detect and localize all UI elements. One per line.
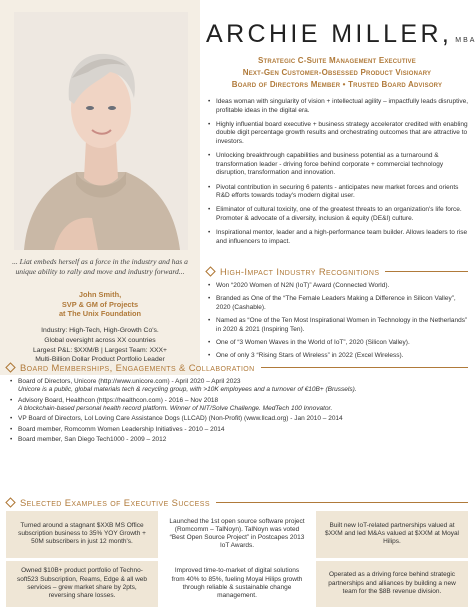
tagline: Next-Gen Customer-Obsessed Product Visionary: [242, 68, 432, 77]
list-item: • Highly influential board executive + business strategy accelerator credited with enabling double digit percentage growth results and orchestrating outcomes that are attractive to investors.: [206, 121, 468, 147]
board-list: [6, 378, 468, 446]
list-item: • Named as “One of the Ten Most Inspirational Women in Technology in the Netherlands” in 2020 & 2021 (Inspiring Ten).: [206, 317, 468, 334]
section-header-board: [6, 362, 468, 373]
list-item: • Inspirational mentor, leader and a high-performance team builder. Allows leaders to rise and influencers to impact.: [206, 229, 468, 246]
name-header: [206, 20, 476, 49]
list-item: • One of “3 Women Waves in the World of IoT”, 2020 (Silicon Valley).: [206, 339, 468, 348]
success-examples-grid: [6, 511, 468, 607]
attribution-name: John Smith,: [78, 290, 122, 299]
list-item: • Unlocking breakthrough capabilities and business potential as a turnaround & transformation leader - driving force behind corporate + commercial technology disruption, transformation and innovation.: [206, 152, 468, 178]
example-cell: Built new IoT-related partnerships valued at $XXM and led M&As valued at $XXM at Moyal Hilips.: [316, 511, 468, 558]
left-sidebar: [0, 0, 200, 375]
info-line: Multi-Billion Dollar Product Portfolio Leader: [35, 356, 165, 364]
info-line: Industry: High-Tech, High-Growth Co's.: [41, 327, 159, 334]
info-line: Largest P&L: $XXM/B | Largest Team: XXX+: [32, 346, 168, 354]
list-item: • Won “2020 Women of N2N (IoT)” Award (Connected World).: [206, 282, 468, 291]
credential: MBA: [455, 37, 476, 44]
board-role: VP Board of Directors, Lol Loving Care Assistance Dogs (LLCAD) (Non-Profit) (www.llcad.org) - Jan 2010 – 2014: [18, 415, 343, 423]
list-item: • One of only 3 “Rising Stars of Wireless” in 2022 (Excel Wireless).: [206, 352, 468, 361]
board-role: Board of Directors, Unicore (http://www.unicore.com) - April 2020 – April 2023: [18, 378, 241, 385]
candidate-name: ARCHIE MILLER,: [206, 20, 453, 48]
list-item: • Branded as One of the “The Female Leaders Making a Difference in Silicon Valley”, 2020 (Cashable).: [206, 295, 468, 312]
portrait-photo: [14, 12, 188, 250]
list-item: [6, 378, 468, 394]
board-description: A blockchain-based personal health record platform. Winner of NIT/Solve Challenge. MedTech 100 Innovator.: [18, 404, 333, 412]
list-item: • Ideas woman with singularity of vision + intellectual agility – impactfully leads disruptive, profitable ideas in the digital era.: [206, 98, 468, 115]
testimonial-quote: ... Liat embeds herself as a force in the industry and has a unique ability to rally and move and industry forward...: [12, 257, 188, 276]
example-cell: Owned $10B+ product portfolio of Techno-soft523 Subscription, Reams, Edge & all web services – grew market share by 2pts, reversing share losses.: [6, 561, 158, 608]
tagline: Board of Directors Member • Trusted Board Advisory: [231, 80, 443, 89]
list-item: [6, 397, 468, 413]
career-highlights: [6, 326, 194, 365]
divider: [216, 502, 468, 503]
attribution-company: at The Unix Foundation: [58, 309, 142, 318]
diamond-icon: [6, 363, 15, 372]
recognitions-list: [206, 282, 468, 365]
board-role: Board member, Romcomm Women Leadership Initiatives - 2010 – 2014: [18, 425, 225, 433]
list-item: • Eliminator of cultural toxicity, one of the greatest threats to an organization's life force. Promoter & advocate of a diversity, inclusion & equity (DE&I) culture.: [206, 206, 468, 223]
section-title: Selected Examples of Executive Success: [20, 497, 210, 508]
section-header-examples: [6, 497, 468, 508]
list-item: [6, 426, 468, 434]
tagline: Strategic C-Suite Management Executive: [258, 56, 416, 65]
list-item: • Pivotal contribution in securing 6 patents - anticipates new market forces and orients R&D efforts towards today's modern digital user.: [206, 184, 468, 201]
list-item: [6, 415, 468, 423]
board-role: Advisory Board, Healthcon (https://healthcon.com) - 2016 – Nov 2018: [18, 396, 219, 404]
section-title: Board Memberships, Engagements & Collaboration: [20, 362, 255, 373]
testimonial-attribution: [10, 290, 190, 319]
section-header-recognitions: [206, 266, 468, 277]
board-role: Board member, San Diego Tech1000 - 2009 – 2012: [18, 435, 167, 443]
example-cell: Turned around a stagnant $XXB MS Office subscription business to 35% YOY Growth + 50M subscribers in just 12 month's.: [6, 511, 158, 558]
attribution-title: SVP & GM of Projects: [61, 299, 139, 309]
example-cell: Operated as a driving force behind strategic partnerships and alliances by building a new team for the $8B revenue division.: [316, 561, 468, 608]
list-item: [6, 436, 468, 444]
section-title: High-Impact Industry Recognitions: [220, 266, 380, 277]
example-cell: Launched the 1st open source software project (Romcomm – TalNoyn). TalNoyn was voted “Best Open Source Project” in Postcapes 2013 IoT Awards.: [161, 511, 313, 558]
divider: [261, 367, 468, 368]
diamond-icon: [6, 498, 15, 507]
diamond-icon: [206, 267, 215, 276]
info-line: Global oversight across XX countries: [44, 336, 156, 344]
example-cell: Improved time-to-market of digital solutions from 40% to 85%, fueling Moyal Hilips growth through reliable & sustainable change management.: [161, 561, 313, 608]
summary-bullets: [206, 98, 468, 252]
board-description: Unicore is a public, global materials tech & recycling group, with >10K employees and a turnover of €10B+ (Brussels).: [18, 386, 357, 394]
divider: [385, 271, 468, 272]
